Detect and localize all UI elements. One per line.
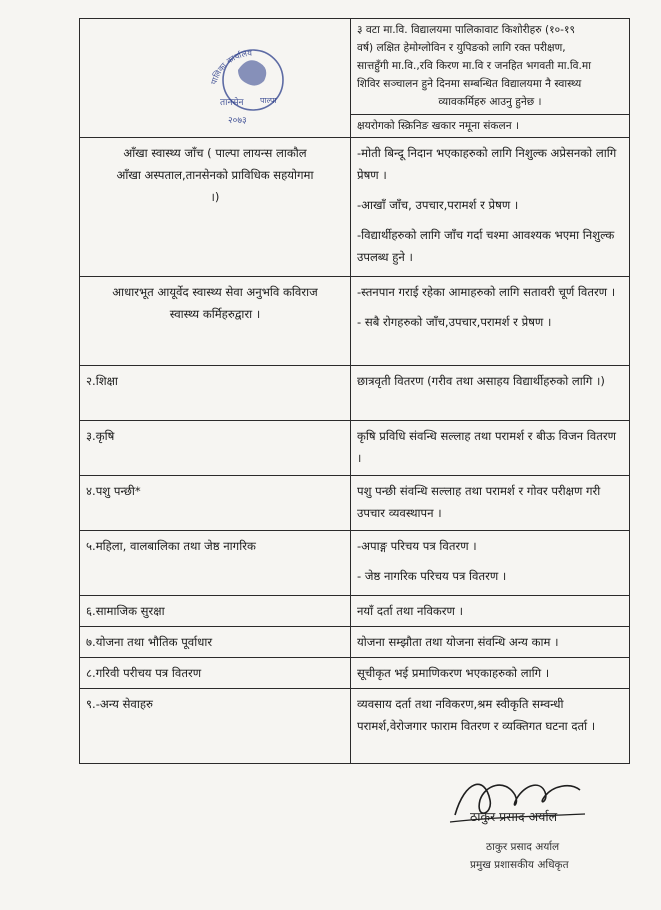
seal-line-1: तानसेन bbox=[220, 98, 244, 108]
row-label-cell: ७.योजना तथा भौतिक पूर्वाधार bbox=[80, 627, 351, 658]
row-detail-item: - जेष्ठ नागरिक परिचय पत्र वितरण । bbox=[357, 569, 507, 583]
table-row bbox=[80, 277, 630, 366]
row-detail-cell: नयाँ दर्ता तथा नविकरण । bbox=[351, 596, 630, 627]
row-label-line: ।) bbox=[210, 190, 220, 204]
row-label-cell: ५.महिला, वालबालिका तथा जेष्ठ नागरिक bbox=[80, 531, 351, 596]
table-row bbox=[80, 531, 630, 596]
row-detail-cell: व्यवसाय दर्ता तथा नविकरण,श्रम स्वीकृति सम्वन्धी परामर्श,वेरोजगार फाराम वितरण र व्यक्तिगत घटना दर्ता । bbox=[351, 689, 630, 764]
row-label-cell: ६.सामाजिक सुरक्षा bbox=[80, 596, 351, 627]
row-label-cell: २.शिक्षा bbox=[80, 366, 351, 421]
signatory-stamp-title: प्रमुख प्रशासकीय अधिकृत bbox=[470, 859, 569, 871]
tb-screening-cell: क्षयरोगको स्क्रिनिङ खकार नमूना संकलन । bbox=[351, 115, 630, 138]
table-row bbox=[80, 658, 630, 689]
row-detail-item: -आखाँ जाँच, उपचार,परामर्श र प्रेषण । bbox=[357, 198, 519, 212]
header-line-5: व्यावकर्मिहरु आउनु हुनेछ । bbox=[438, 96, 542, 108]
table-row bbox=[80, 596, 630, 627]
table-row bbox=[80, 476, 630, 531]
header-line-3: सात्तहुँगी मा.वि.,रवि किरण मा.वि र जनहित भगवती मा.वि.मा bbox=[357, 60, 591, 72]
table-row bbox=[80, 138, 630, 277]
row-detail-cell: कृषि प्रविधि संवन्धि सल्लाह तथा परामर्श र बीऊ विजन वितरण । bbox=[351, 421, 630, 476]
seal-line-3: २०७३ bbox=[228, 116, 247, 126]
header-row bbox=[80, 19, 630, 115]
signatory-name: ठाकुर प्रसाद अर्याल bbox=[470, 809, 558, 824]
seal-arc-text: पालिका कार्यालय bbox=[209, 48, 253, 86]
table-row bbox=[80, 421, 630, 476]
row-label-line: आँखा अस्पताल,तानसेनको प्राविधिक सहयोगमा bbox=[116, 168, 314, 182]
table-row bbox=[80, 689, 630, 764]
header-line-2: वर्ष) लक्षित हेमोग्लोविन र युपिङको लागि रक्त परीक्षण, bbox=[357, 42, 566, 54]
signatory-stamp-name: ठाकुर प्रसाद अर्याल bbox=[486, 841, 560, 853]
row-detail-item: -मोती बिन्दू निदान भएकाहरुको लागि निशुल्क अप्रेसनको लागि प्रेषण । bbox=[357, 146, 617, 182]
table-row bbox=[80, 627, 630, 658]
row-label-cell: ३.कृषि bbox=[80, 421, 351, 476]
row-detail-item: -स्तनपान गराई रहेका आमाहरुको लागि सतावरी चूर्ण वितरण । bbox=[357, 285, 616, 299]
table-row bbox=[80, 366, 630, 421]
row-detail-cell: छात्रवृती वितरण (गरीव तथा असाहय विद्यार्थीहरुको लागि ।) bbox=[351, 366, 630, 421]
row-detail-cell bbox=[351, 531, 630, 596]
row-label-line: स्वास्थ्य कर्मिहरुद्वारा । bbox=[169, 307, 261, 321]
services-table bbox=[79, 18, 630, 764]
row-label-line: आँखा स्वास्थ्य जाँच ( पाल्पा लायन्स लाकौल bbox=[123, 146, 307, 160]
row-label-cell: ८.गरिवी परीचय पत्र वितरण bbox=[80, 658, 351, 689]
row-detail-item: -विद्यार्थीहरुको लागि जाँच गर्दा चश्मा आवश्यक भएमा निशुल्क उपलब्ध हुने । bbox=[357, 228, 615, 264]
row-label-cell bbox=[80, 277, 351, 366]
row-detail-cell bbox=[351, 138, 630, 277]
header-text-cell bbox=[351, 19, 630, 115]
row-detail-cell: पशु पन्छी संवन्धि सल्लाह तथा परामर्श र गोवर परीक्षण गरी उपचार व्यवस्थापन । bbox=[351, 476, 630, 531]
header-line-1: ३ वटा मा.वि. विद्यालयमा पालिकावाट किशोरीहरु (१०-१९ bbox=[357, 24, 575, 36]
signatory-stamp bbox=[470, 836, 598, 882]
row-label-line: आधारभूत आयूर्वेद स्वास्थ्य सेवा अनुभवि कविराज bbox=[112, 285, 318, 299]
office-seal bbox=[198, 25, 308, 135]
stamp-cell bbox=[80, 19, 351, 138]
row-detail-item: -अपाङ्ग परिचय पत्र वितरण । bbox=[357, 539, 477, 553]
seal-line-2: पाल्पा bbox=[260, 96, 277, 105]
row-detail-cell: योजना सम्झौता तथा योजना संवन्धि अन्य काम । bbox=[351, 627, 630, 658]
row-detail-item: - सबै रोगहरुको जाँच,उपचार,परामर्श र प्रेषण । bbox=[357, 315, 552, 329]
row-label-cell bbox=[80, 138, 351, 277]
row-label-cell: ४.पशु पन्छी* bbox=[80, 476, 351, 531]
row-detail-cell: सूचीकृत भई प्रमाणिकरण भएकाहरुको लागि । bbox=[351, 658, 630, 689]
row-label-cell: ९.-अन्य सेवाहरु bbox=[80, 689, 351, 764]
row-detail-cell bbox=[351, 277, 630, 366]
header-line-4: शिविर सञ्चालन हुने दिनमा सम्बन्धित विद्यालयमा नै स्वास्थ्य bbox=[357, 78, 582, 90]
